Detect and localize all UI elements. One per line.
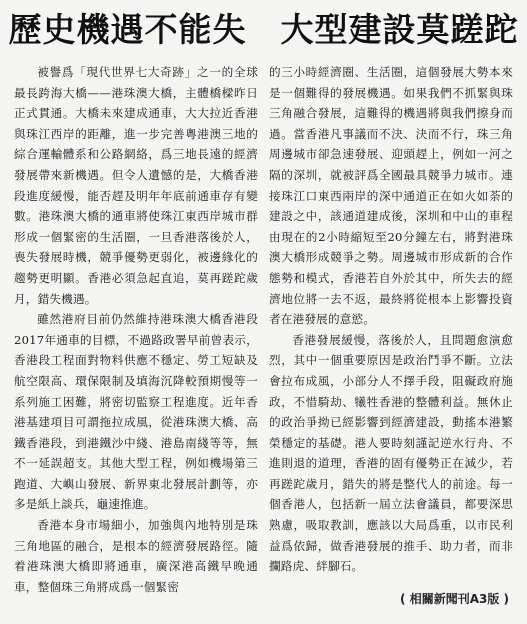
headline (0, 4, 527, 50)
paragraph: 雖然港府目前仍然維持港珠澳大橋香港段2017年通車的目標，不過路政署早前曾表示，香港段工程面對物料供應不穩定、勞工短缺及航空限高、環保限制及填海沉降較預期慢等一系列施工困難，將密切監察工程進度。近年香港基建項目可謂拖拉成風，從港珠澳大橋、高鐵香港段，到港鐵沙中綫、港島南綫等等，無不一延誤超支。其他大型工程，例如機場第三跑道、大嶼山發展、新界東北發展計劃等，亦多是紙上談兵，龜速推進。 (14, 312, 258, 512)
paragraph: 香港本身市場細小，加強與內地特別是珠三角地區的融合，是根本的經濟發展路徑。隨着港珠澳大橋即將通車，廣深港高鐵早晚通車，整個珠三角將成爲一個緊密 (14, 518, 258, 594)
headline-part-2: 大型建設莫蹉跎 (280, 9, 519, 49)
right-column (269, 62, 513, 580)
article-body (14, 62, 513, 594)
related-news-note: ( 相關新聞刊A3版 ) (400, 592, 509, 606)
left-column (14, 62, 258, 594)
paragraph-continued: 的三小時經濟圈、生活圈，這個發展大勢本來是一個難得的發展機遇。如果我們不抓緊與珠三角融合發展，這難得的機遇將與我們擦身而過。當香港凡事議而不決、決而不行，珠三角周邊城市卻急速發展、迎頭趕上，例如一河之隔的深圳，就被評爲全國最具競爭力城市。連接珠江口東西兩岸的深中通道正在如火如荼的建設之中，該通道建成後，深圳和中山的車程由現在的2小時縮短至20分鐘左右，將對港珠澳大橋形成競爭之勢。周邊城市形成新的合作態勢和模式，香港若自外於其中，所失去的經濟地位將一去不返，最終將從根本上影響投資者在港發展的意慾。 (269, 65, 513, 327)
paragraph: 香港發展緩慢，落後於人，且問題愈演愈烈，其中一個重要原因是政治鬥爭不斷。立法會拉布成風，小部分人不擇手段，阻礙政府施政，不惜騎劫、犧牲香港的整體利益。無休止的政治爭拗已經影響到經濟建設，動搖本港繁榮穩定的基礎。港人要時刻謹記逆水行舟、不進則退的道理，香港的固有優勢正在減少，若再蹉跎歲月，錯失的將是整代人的前途。每一個香港人，包括新一屆立法會議員，都要深思熟慮，吸取教訓，應該以大局爲重，以市民利益爲依歸，做香港發展的推手、助力者，而非攔路虎、絆腳石。 (269, 332, 513, 574)
paragraph: 被譽爲「現代世界七大奇跡」之一的全球最長跨海大橋——港珠澳大橋，主體橋樑昨日正式貫通。大橋未來建成通車，大大拉近香港與珠江西岸的距離，進一步完善粵港澳三地的綜合運輸體系和公路網絡，爲三地長遠的經濟發展帶來新機遇。但令人遺憾的是，大橋香港段進度緩慢，能否趕及明年年底前通車存有變數。港珠澳大橋的通車將使珠江東西岸城市群形成一個緊密的生活圈，一旦香港落後於人，喪失發展時機，競爭優勢更弱化，被邊緣化的趨勢更明顯。香港必須急起直追，莫再蹉跎歲月，錯失機遇。 (14, 65, 258, 306)
headline-part-1: 歷史機遇不能失 (8, 9, 247, 49)
